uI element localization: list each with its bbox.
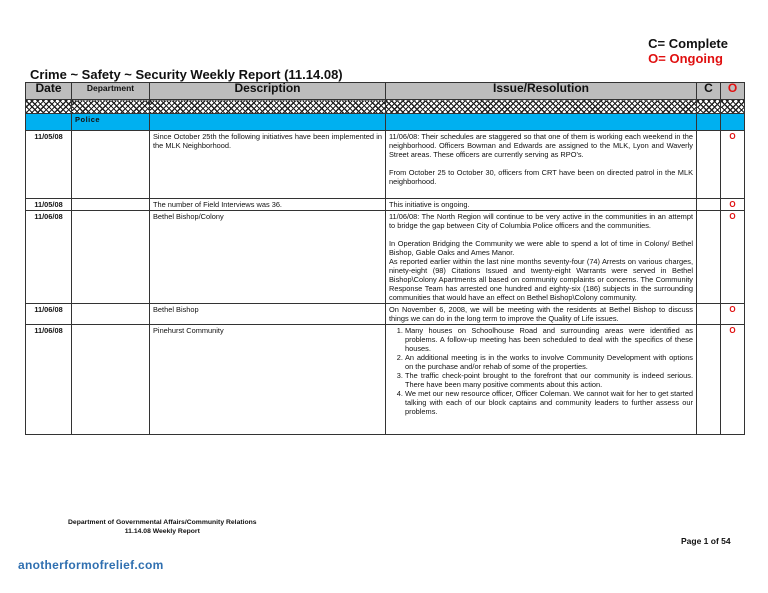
table-header-row [26,83,745,100]
header-description: Description [150,83,386,100]
row-department [72,304,150,325]
section-department-cell [72,114,150,131]
issue-paragraph: 11/06/08: Their schedules are staggered so that one of them is working each weekend in the neighborhood. Officers Bowman and Edwards are assigned to the MLK, Lyon and Waverly Street areas. These officers are currently serving as RPO's. [389,132,693,159]
legend-ongoing: O= Ongoing [648,51,723,66]
report-table [25,82,745,435]
row-issue: This initiative is ongoing. [386,199,697,211]
section-cell [150,114,386,131]
row-date: 11/05/08 [26,131,72,199]
row-complete-mark [697,325,721,435]
pattern-cell [26,100,72,114]
issue-list-item: 1. Many houses on Schoolhouse Road and surrounding areas were identified as problems. A follow-up meeting has been scheduled to deal with the specifics of these houses. [405,326,693,353]
row-issue [386,211,697,304]
status-legend [648,36,728,66]
header-date: Date [26,83,72,100]
header-issue-resolution: Issue/Resolution [386,83,697,100]
table-row [26,304,745,325]
row-complete-mark [697,304,721,325]
row-date: 11/06/08 [26,304,72,325]
section-cell [26,114,72,131]
table-row [26,211,745,304]
issue-paragraph: From October 25 to October 30, officers from CRT have been on directed patrol in the MLK neighborhood. [389,168,693,186]
row-date: 11/05/08 [26,199,72,211]
section-cell [386,114,697,131]
legend-complete: C= Complete [648,36,728,51]
row-description: The number of Field Interviews was 36. [150,199,386,211]
issue-list-item: 4. We met our new resource officer, Officer Coleman. We cannot wait for her to get started talking with each of our block captains and community leaders to further assess our problems. [405,389,693,416]
row-ongoing-mark: O [721,325,745,435]
row-description: Since October 25th the following initiatives have been implemented in the MLK Neighborhood. [150,131,386,199]
pattern-cell [150,100,386,114]
page-number: Page 1 of 54 [681,536,731,546]
row-description: Bethel Bishop/Colony [150,211,386,304]
pattern-cell [72,100,150,114]
header-department: Department [72,83,150,100]
header-complete: C [697,83,721,100]
row-complete-mark [697,199,721,211]
row-issue [386,131,697,199]
footer-department [68,518,257,536]
footer-department-line: Department of Governmental Affairs/Community Relations [68,519,257,526]
row-department [72,211,150,304]
header-ongoing: O [721,83,745,100]
table-row [26,199,745,211]
row-description: Bethel Bishop [150,304,386,325]
row-date: 11/06/08 [26,325,72,435]
table-row [26,131,745,199]
row-issue [386,325,697,435]
watermark: anotherformofrelief.com [18,558,164,572]
row-date: 11/06/08 [26,211,72,304]
pattern-cell [721,100,745,114]
issue-list [389,326,693,416]
row-complete-mark [697,211,721,304]
pattern-cell [386,100,697,114]
section-department-label: Police [75,115,101,124]
footer-report-line: 11.14.08 Weekly Report [124,528,200,535]
table-row [26,325,745,435]
issue-paragraph: 11/06/08: The North Region will continue to be very active in the communities in an attempt to bridge the gap between City of Columbia Police officers and the communities. [389,212,693,230]
row-description: Pinehurst Community [150,325,386,435]
row-issue: On November 6, 2008, we will be meeting with the residents at Bethel Bishop to discuss things we can do in the long term to improve the Quality of Life issues. [386,304,697,325]
pattern-cell [697,100,721,114]
section-cell [721,114,745,131]
report-title: Crime ~ Safety ~ Security Weekly Report (11.14.08) [30,67,343,82]
row-department [72,131,150,199]
section-row-police [26,114,745,131]
row-complete-mark [697,131,721,199]
issue-paragraph: In Operation Bridging the Community we were able to spend a lot of time in Colony/ Bethel Bishop, Gable Oaks and Ames Manor. [389,239,693,257]
row-ongoing-mark: O [721,131,745,199]
row-ongoing-mark: O [721,304,745,325]
row-ongoing-mark: O [721,211,745,304]
pattern-divider-row [26,100,745,114]
issue-list-item: 2. An additional meeting is in the works to involve Community Development with options on the purchase and/or rehab of some of the properties. [405,353,693,371]
section-cell [697,114,721,131]
issue-list-item: 3. The traffic check-point brought to the forefront that our community is indeed serious. There have been many positive comments about this action. [405,371,693,389]
issue-paragraph: As reported earlier within the last nine months seventy-four (74) Arrests on various charges, ninety-eight (98) Citations Issued and twenty-eight Warrants were served in Bethel Bishop\Colony Apartments all based on community complaints or concerns. The Community Response Team has arrested one hundred and eighty-six (186) subjects in the surrounding communities that would have an effect on Bethel Bishop\Colony community. [389,257,693,302]
row-ongoing-mark: O [721,199,745,211]
row-department [72,199,150,211]
row-department [72,325,150,435]
